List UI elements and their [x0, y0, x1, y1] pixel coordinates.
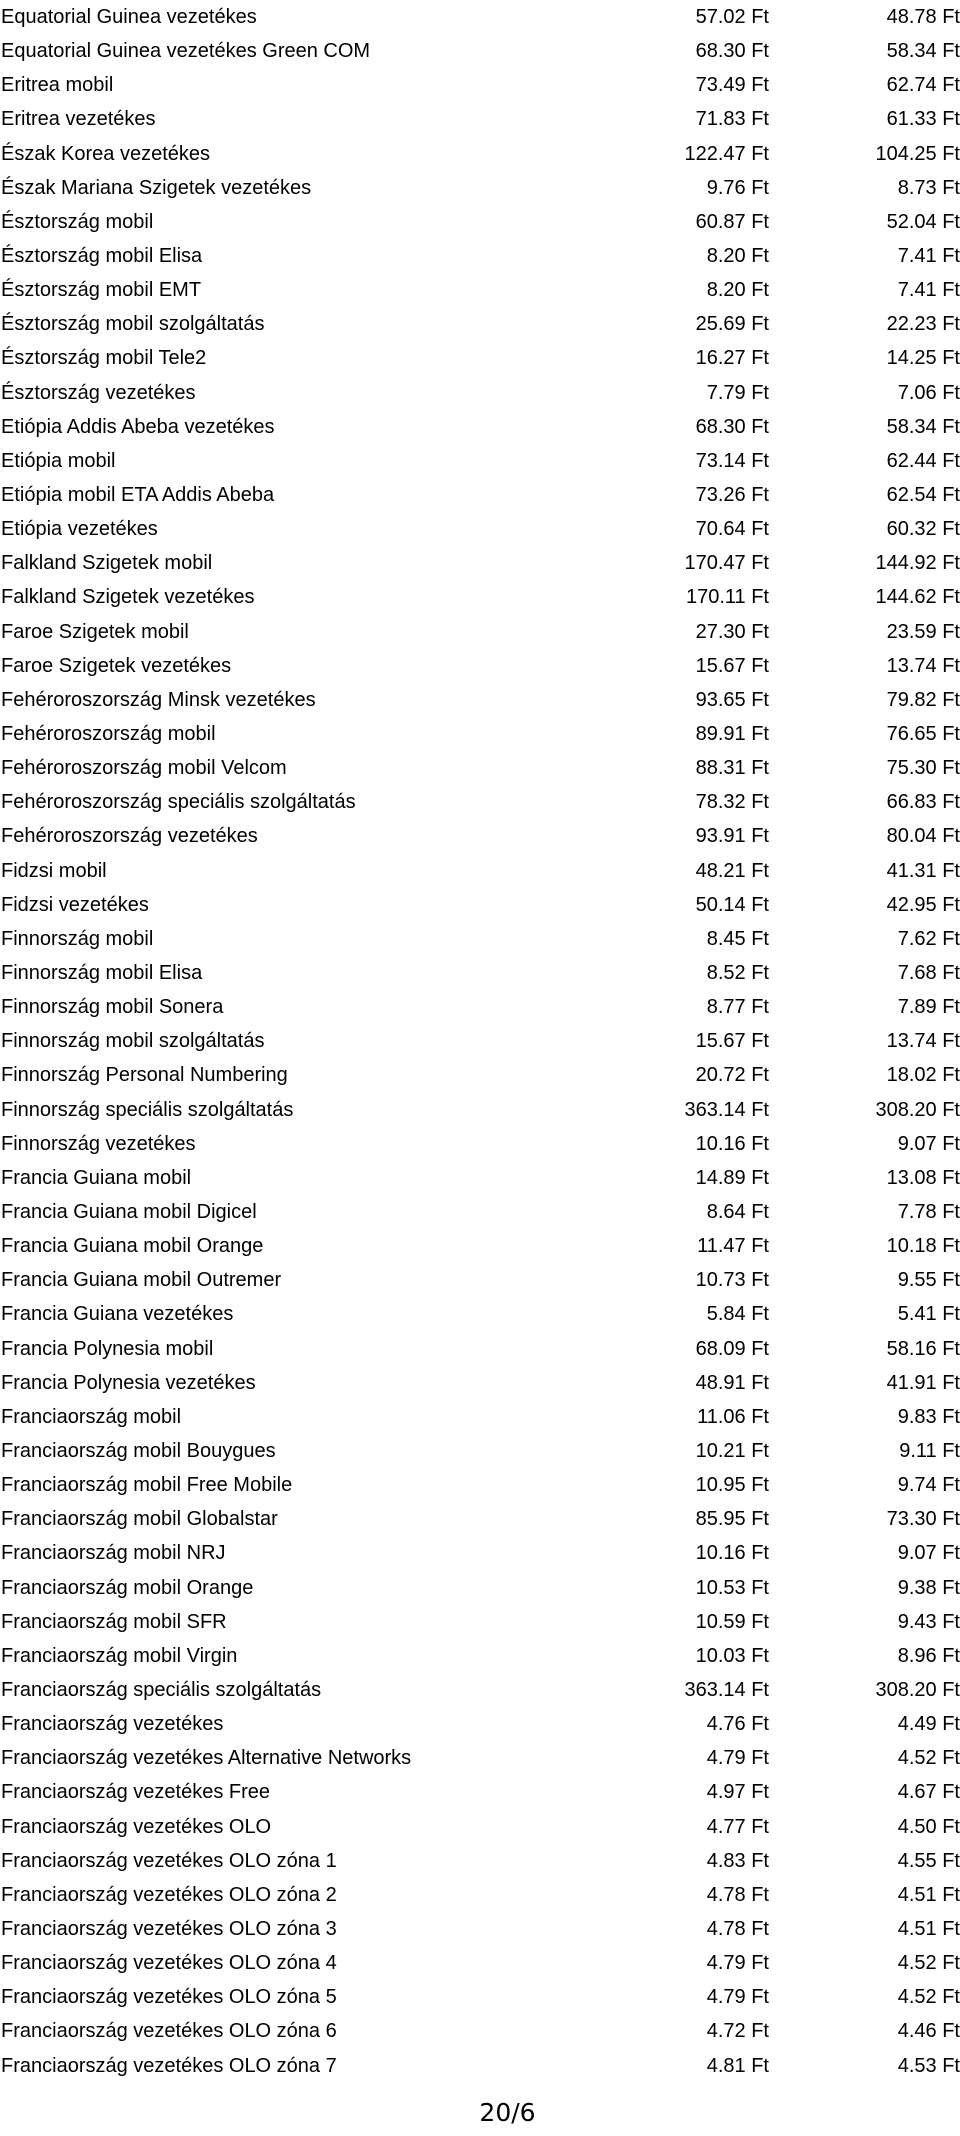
price-cell-1: 85.95 Ft	[695, 1508, 769, 1531]
price-cell-2: 308.20 Ft	[875, 1678, 960, 1701]
destination-cell: Észak Mariana Szigetek vezetékes	[1, 176, 312, 199]
table-row	[0, 785, 960, 819]
destination-cell: Etiópia mobil	[1, 449, 116, 472]
price-cell-1: 88.31 Ft	[695, 757, 769, 780]
table-row	[0, 1570, 960, 1604]
price-cell-2: 61.33 Ft	[886, 108, 960, 131]
table-row	[0, 1878, 960, 1912]
price-cell-1: 8.77 Ft	[706, 996, 769, 1019]
destination-cell: Franciaország vezetékes OLO zóna 5	[1, 1986, 337, 2009]
price-cell-2: 4.67 Ft	[897, 1781, 960, 1804]
table-row	[0, 1775, 960, 1809]
table-row	[0, 1058, 960, 1092]
price-cell-2: 4.51 Ft	[897, 1883, 960, 1906]
destination-cell: Eritrea mobil	[1, 74, 114, 97]
price-cell-1: 170.47 Ft	[684, 552, 769, 575]
destination-cell: Fehéroroszország mobil	[1, 723, 216, 746]
table-row	[0, 1331, 960, 1365]
price-cell-1: 25.69 Ft	[695, 313, 769, 336]
price-cell-2: 4.52 Ft	[897, 1986, 960, 2009]
table-row	[0, 444, 960, 478]
price-cell-1: 363.14 Ft	[684, 1098, 769, 1121]
destination-cell: Finnország mobil	[1, 927, 154, 950]
destination-cell: Francia Guiana mobil	[1, 1166, 192, 1189]
price-cell-2: 4.50 Ft	[897, 1815, 960, 1838]
table-row	[0, 34, 960, 68]
destination-cell: Francia Guiana mobil Orange	[1, 1235, 264, 1258]
price-cell-1: 73.14 Ft	[695, 449, 769, 472]
table-row	[0, 1809, 960, 1843]
destination-cell: Francia Guiana vezetékes	[1, 1303, 234, 1326]
price-cell-2: 76.65 Ft	[886, 723, 960, 746]
price-cell-1: 60.87 Ft	[695, 210, 769, 233]
table-row	[0, 751, 960, 785]
destination-cell: Franciaország mobil Virgin	[1, 1644, 238, 1667]
price-cell-1: 10.21 Ft	[695, 1439, 769, 1462]
destination-cell: Franciaország mobil Orange	[1, 1576, 254, 1599]
destination-cell: Franciaország vezetékes OLO	[1, 1815, 272, 1838]
price-cell-1: 4.78 Ft	[706, 1883, 769, 1906]
table-row	[0, 580, 960, 614]
destination-cell: Finnország mobil Sonera	[1, 996, 224, 1019]
table-row	[0, 1707, 960, 1741]
destination-cell: Fidzsi vezetékes	[1, 893, 149, 916]
table-row	[0, 1024, 960, 1058]
price-cell-1: 363.14 Ft	[684, 1678, 769, 1701]
price-cell-1: 170.11 Ft	[685, 586, 769, 609]
price-cell-1: 4.72 Ft	[706, 2020, 769, 2043]
price-cell-2: 14.25 Ft	[886, 347, 960, 370]
price-cell-2: 48.78 Ft	[886, 6, 960, 29]
price-cell-1: 8.20 Ft	[706, 279, 769, 302]
destination-cell: Franciaország vezetékes	[1, 1713, 224, 1736]
price-cell-2: 144.62 Ft	[875, 586, 960, 609]
price-cell-2: 22.23 Ft	[886, 313, 960, 336]
price-cell-1: 57.02 Ft	[695, 6, 769, 29]
table-row	[0, 1536, 960, 1570]
table-row	[0, 512, 960, 546]
price-cell-1: 10.73 Ft	[695, 1269, 769, 1292]
destination-cell: Finnország speciális szolgáltatás	[1, 1098, 294, 1121]
destination-cell: Franciaország mobil Free Mobile	[1, 1474, 293, 1497]
price-cell-2: 18.02 Ft	[886, 1064, 960, 1087]
destination-cell: Etiópia mobil ETA Addis Abeba	[1, 484, 275, 507]
price-cell-1: 93.91 Ft	[695, 825, 769, 848]
table-row	[0, 1195, 960, 1229]
table-row	[0, 922, 960, 956]
price-cell-2: 4.52 Ft	[897, 1952, 960, 1975]
table-row	[0, 683, 960, 717]
table-row	[0, 2048, 960, 2082]
table-row	[0, 1434, 960, 1468]
table-row	[0, 819, 960, 853]
price-cell-2: 104.25 Ft	[875, 142, 960, 165]
price-cell-1: 73.49 Ft	[695, 74, 769, 97]
price-cell-2: 144.92 Ft	[875, 552, 960, 575]
table-row	[0, 1605, 960, 1639]
table-row	[0, 1229, 960, 1263]
table-row	[0, 615, 960, 649]
price-cell-2: 308.20 Ft	[875, 1098, 960, 1121]
price-cell-2: 7.06 Ft	[897, 381, 960, 404]
price-cell-1: 4.76 Ft	[706, 1713, 769, 1736]
table-row	[0, 171, 960, 205]
price-cell-2: 23.59 Ft	[886, 620, 960, 643]
price-cell-2: 79.82 Ft	[886, 688, 960, 711]
table-row	[0, 478, 960, 512]
destination-cell: Finnország Personal Numbering	[1, 1064, 288, 1087]
price-cell-2: 13.74 Ft	[886, 654, 960, 677]
price-cell-2: 9.11 Ft	[899, 1439, 960, 1462]
destination-cell: Észtország mobil EMT	[1, 279, 202, 302]
table-row	[0, 1912, 960, 1946]
price-cell-1: 4.81 Ft	[706, 2054, 769, 2077]
price-cell-2: 9.74 Ft	[897, 1474, 960, 1497]
table-row	[0, 956, 960, 990]
price-cell-1: 10.95 Ft	[695, 1474, 769, 1497]
table-row	[0, 273, 960, 307]
destination-cell: Franciaország mobil SFR	[1, 1610, 227, 1633]
destination-cell: Franciaország vezetékes OLO zóna 3	[1, 1917, 337, 1940]
price-cell-2: 41.31 Ft	[886, 859, 960, 882]
table-row	[0, 341, 960, 375]
destination-cell: Észak Korea vezetékes	[1, 142, 210, 165]
table-row	[0, 717, 960, 751]
table-row	[0, 1946, 960, 1980]
price-cell-1: 4.97 Ft	[706, 1781, 769, 1804]
destination-cell: Franciaország vezetékes OLO zóna 1	[1, 1849, 337, 1872]
table-row	[0, 1639, 960, 1673]
table-row	[0, 68, 960, 102]
price-cell-2: 8.73 Ft	[897, 176, 960, 199]
price-cell-1: 8.52 Ft	[706, 962, 769, 984]
table-row	[0, 1741, 960, 1775]
price-cell-2: 58.34 Ft	[886, 40, 960, 63]
price-cell-2: 9.38 Ft	[897, 1576, 960, 1599]
destination-cell: Finnország mobil szolgáltatás	[1, 1030, 265, 1053]
destination-cell: Francia Guiana mobil Digicel	[1, 1200, 257, 1223]
price-cell-1: 7.79 Ft	[706, 381, 769, 404]
price-cell-2: 9.55 Ft	[897, 1269, 960, 1292]
price-cell-1: 4.83 Ft	[706, 1849, 769, 1872]
destination-cell: Falkland Szigetek vezetékes	[1, 586, 255, 609]
destination-cell: Franciaország mobil	[1, 1405, 182, 1428]
price-cell-2: 4.52 Ft	[897, 1747, 960, 1770]
table-row	[0, 888, 960, 922]
price-cell-1: 70.64 Ft	[695, 518, 769, 541]
price-cell-1: 15.67 Ft	[695, 1030, 769, 1053]
price-cell-1: 8.45 Ft	[706, 927, 769, 950]
table-row	[0, 376, 960, 410]
table-row	[0, 239, 960, 273]
price-cell-1: 9.76 Ft	[706, 176, 769, 199]
price-cell-2: 60.32 Ft	[886, 518, 960, 541]
price-cell-2: 7.41 Ft	[897, 245, 960, 268]
destination-cell: Franciaország speciális szolgáltatás	[1, 1678, 322, 1701]
price-cell-2: 41.91 Ft	[886, 1371, 960, 1394]
destination-cell: Etiópia vezetékes	[1, 518, 158, 541]
destination-cell: Fidzsi mobil	[1, 859, 107, 882]
price-cell-2: 4.55 Ft	[897, 1849, 960, 1872]
destination-cell: Etiópia Addis Abeba vezetékes	[1, 415, 275, 438]
destination-cell: Finnország mobil Elisa	[1, 962, 203, 984]
destination-cell: Equatorial Guinea vezetékes	[1, 6, 257, 29]
price-cell-1: 27.30 Ft	[695, 620, 769, 643]
table-row	[0, 1844, 960, 1878]
price-cell-1: 78.32 Ft	[695, 791, 769, 814]
price-cell-2: 9.07 Ft	[897, 1542, 960, 1565]
price-cell-1: 11.47 Ft	[697, 1235, 769, 1258]
table-row	[0, 102, 960, 136]
table-row	[0, 649, 960, 683]
table-row	[0, 990, 960, 1024]
destination-cell: Franciaország vezetékes Alternative Networks	[1, 1747, 412, 1770]
destination-cell: Francia Guiana mobil Outremer	[1, 1269, 282, 1292]
table-row	[0, 1673, 960, 1707]
destination-cell: Franciaország vezetékes OLO zóna 4	[1, 1952, 337, 1975]
price-cell-1: 89.91 Ft	[695, 723, 769, 746]
destination-cell: Észtország mobil szolgáltatás	[1, 313, 265, 336]
page-number: 20/6	[479, 2098, 536, 2127]
price-cell-1: 11.06 Ft	[697, 1405, 769, 1428]
destination-cell: Franciaország vezetékes OLO zóna 7	[1, 2054, 337, 2077]
price-cell-2: 62.54 Ft	[886, 484, 960, 507]
table-row	[0, 1093, 960, 1127]
destination-cell: Franciaország vezetékes OLO zóna 6	[1, 2020, 337, 2043]
price-cell-2: 8.96 Ft	[897, 1644, 960, 1667]
price-cell-1: 10.03 Ft	[695, 1644, 769, 1667]
destination-cell: Franciaország vezetékes Free	[1, 1781, 271, 1804]
table-row	[0, 1263, 960, 1297]
price-cell-1: 68.30 Ft	[695, 415, 769, 438]
table-row	[0, 1468, 960, 1502]
price-cell-1: 4.79 Ft	[706, 1952, 769, 1975]
price-cell-2: 4.46 Ft	[897, 2020, 960, 2043]
price-cell-1: 48.21 Ft	[695, 859, 769, 882]
destination-cell: Észtország vezetékes	[1, 381, 196, 404]
price-cell-2: 58.16 Ft	[886, 1337, 960, 1360]
price-cell-2: 10.18 Ft	[886, 1235, 960, 1258]
destination-cell: Franciaország vezetékes OLO zóna 2	[1, 1883, 337, 1906]
price-cell-1: 10.16 Ft	[695, 1542, 769, 1565]
table-row	[0, 137, 960, 171]
destination-cell: Franciaország mobil Bouygues	[1, 1439, 276, 1462]
table-row	[0, 307, 960, 341]
destination-cell: Észtország mobil Elisa	[1, 245, 203, 268]
price-cell-2: 13.08 Ft	[886, 1166, 960, 1189]
price-cell-1: 20.72 Ft	[695, 1064, 769, 1087]
price-cell-1: 71.83 Ft	[695, 108, 769, 131]
price-cell-2: 66.83 Ft	[886, 791, 960, 814]
price-cell-2: 4.53 Ft	[897, 2054, 960, 2077]
destination-cell: Észtország mobil Tele2	[1, 347, 207, 370]
price-cell-1: 4.77 Ft	[706, 1815, 769, 1838]
price-cell-2: 7.89 Ft	[897, 996, 960, 1019]
table-row	[0, 1400, 960, 1434]
table-row	[0, 410, 960, 444]
price-cell-1: 8.64 Ft	[706, 1200, 769, 1223]
destination-cell: Fehéroroszország vezetékes	[1, 825, 258, 848]
destination-cell: Francia Polynesia mobil	[1, 1337, 214, 1360]
price-cell-2: 73.30 Ft	[886, 1508, 960, 1531]
destination-cell: Fehéroroszország mobil Velcom	[1, 757, 287, 780]
price-cell-2: 5.41 Ft	[897, 1303, 960, 1326]
price-cell-1: 8.20 Ft	[706, 245, 769, 268]
destination-cell: Equatorial Guinea vezetékes Green COM	[1, 40, 371, 63]
table-row	[0, 854, 960, 888]
price-cell-1: 4.78 Ft	[706, 1917, 769, 1940]
price-cell-2: 9.43 Ft	[897, 1610, 960, 1633]
destination-cell: Észtország mobil	[1, 210, 154, 233]
price-cell-2: 58.34 Ft	[886, 415, 960, 438]
price-cell-1: 48.91 Ft	[695, 1371, 769, 1394]
price-cell-1: 5.84 Ft	[706, 1303, 769, 1326]
destination-cell: Franciaország mobil NRJ	[1, 1542, 226, 1565]
price-cell-1: 73.26 Ft	[695, 484, 769, 507]
price-cell-2: 7.41 Ft	[897, 279, 960, 302]
price-cell-1: 16.27 Ft	[695, 347, 769, 370]
price-cell-1: 68.09 Ft	[695, 1337, 769, 1360]
price-cell-1: 93.65 Ft	[695, 688, 769, 711]
table-row	[0, 546, 960, 580]
table-row	[0, 0, 960, 34]
table-row	[0, 1297, 960, 1331]
price-cell-2: 62.44 Ft	[886, 449, 960, 472]
price-cell-1: 10.16 Ft	[695, 1132, 769, 1155]
table-row	[0, 2014, 960, 2048]
price-cell-1: 15.67 Ft	[695, 654, 769, 677]
destination-cell: Eritrea vezetékes	[1, 108, 156, 131]
table-row	[0, 205, 960, 239]
price-cell-2: 9.07 Ft	[897, 1132, 960, 1155]
price-cell-2: 75.30 Ft	[886, 757, 960, 780]
price-cell-2: 42.95 Ft	[886, 893, 960, 916]
price-cell-1: 14.89 Ft	[695, 1166, 769, 1189]
price-cell-1: 122.47 Ft	[684, 142, 769, 165]
price-cell-1: 4.79 Ft	[706, 1747, 769, 1770]
price-cell-1: 4.79 Ft	[706, 1986, 769, 2009]
destination-cell: Fehéroroszország speciális szolgáltatás	[1, 791, 356, 814]
table-row	[0, 1127, 960, 1161]
price-cell-2: 4.49 Ft	[897, 1713, 960, 1736]
price-cell-2: 52.04 Ft	[886, 210, 960, 233]
price-cell-1: 10.59 Ft	[695, 1610, 769, 1633]
price-cell-1: 68.30 Ft	[695, 40, 769, 63]
price-cell-2: 80.04 Ft	[886, 825, 960, 848]
destination-cell: Francia Polynesia vezetékes	[1, 1371, 256, 1394]
destination-cell: Franciaország mobil Globalstar	[1, 1508, 278, 1531]
table-row	[0, 1161, 960, 1195]
destination-cell: Falkland Szigetek mobil	[1, 552, 213, 575]
price-cell-2: 13.74 Ft	[886, 1030, 960, 1053]
table-row	[0, 1980, 960, 2014]
price-cell-1: 10.53 Ft	[695, 1576, 769, 1599]
price-cell-1: 50.14 Ft	[695, 893, 769, 916]
destination-cell: Finnország vezetékes	[1, 1132, 196, 1155]
destination-cell: Faroe Szigetek vezetékes	[1, 654, 232, 677]
price-cell-2: 7.62 Ft	[897, 927, 960, 950]
table-row	[0, 1502, 960, 1536]
price-cell-2: 4.51 Ft	[897, 1917, 960, 1940]
price-cell-2: 7.78 Ft	[897, 1200, 960, 1223]
price-cell-2: 9.83 Ft	[897, 1405, 960, 1428]
price-cell-2: 62.74 Ft	[886, 74, 960, 97]
destination-cell: Fehéroroszország Minsk vezetékes	[1, 688, 316, 711]
table-row	[0, 1366, 960, 1400]
price-cell-2: 7.68 Ft	[897, 962, 960, 984]
destination-cell: Faroe Szigetek mobil	[1, 620, 189, 643]
